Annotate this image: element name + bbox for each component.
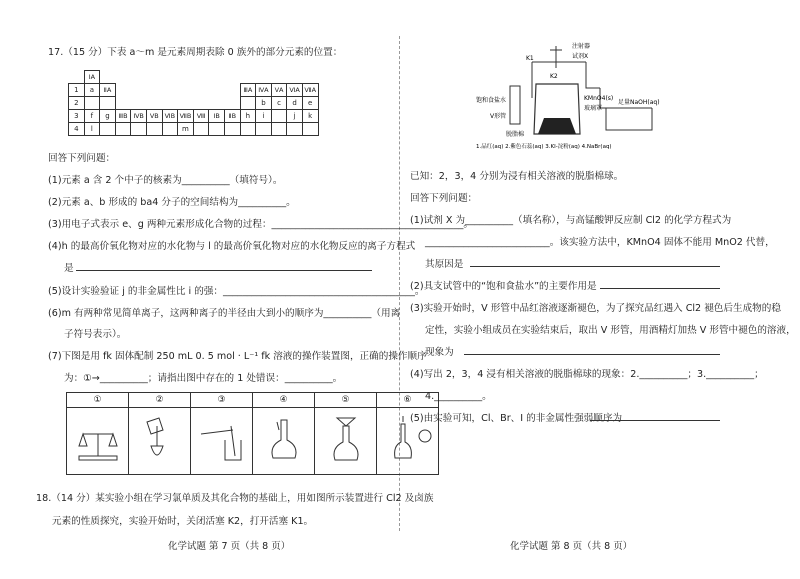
q18-5: (5)由实验可知，Cl、Br、I 的非金属性强弱顺序为	[410, 413, 623, 424]
q18-4b: 4.__________。	[425, 391, 492, 402]
answer-prompt: 回答下列问题：	[410, 193, 478, 204]
apparatus-label: 饱和食盐水	[476, 97, 507, 104]
known-text: 已知：2，3，4 分别为浸有相关溶液的脱脂棉球。	[410, 171, 624, 182]
q18-a: 18.（14 分）某实验小组在学习氯单质及其化合物的基础上，用如图所示装置进行 Cl2 及卤族	[36, 493, 434, 504]
q18-3c: 现象为	[425, 347, 454, 358]
apparatus-label: 玻璃罩	[584, 105, 603, 112]
table-row: 1 a ⅡA ⅢA ⅣA ⅤA ⅥA ⅦA	[69, 84, 319, 97]
q18-1c: 其原因是	[425, 259, 464, 270]
page-footer: 化学试题 第 8 页（共 8 页）	[510, 541, 633, 552]
q17-3: (3)用电子式表示 e、g 两种元素形成化合物的过程：________________________________________。	[48, 219, 474, 230]
q17-2: (2)元素 a、b 形成的 ba4 分子的空间结构为__________。	[48, 197, 296, 208]
table-row: 4 l m	[69, 123, 319, 136]
apparatus-label: K1	[526, 55, 534, 62]
table-row: 3 f g ⅢB ⅣB ⅤB ⅥB ⅦB Ⅷ ⅠB ⅡB h i j k	[69, 110, 319, 123]
apparatus-label: KMnO4(s)	[584, 95, 614, 102]
rod-beaker-icon	[191, 408, 253, 475]
q18-1b: __________________________。该实验方法中，KMnO4 固体不能用 MnO2 代替，	[425, 237, 775, 248]
q17-6a: (6)m 有两种常见简单离子，这两种离子的半径由大到小的顺序为__________（用离	[48, 308, 401, 319]
step-label: ⑤	[315, 393, 377, 408]
step-label: ④	[253, 393, 315, 408]
q17-5: (5)设计实验验证 j 的非金属性比 i 的强：________________________________________。	[48, 286, 425, 297]
answer-line	[464, 354, 720, 355]
flask-funnel-icon	[315, 408, 377, 475]
q18-b: 元素的性质探究，实验开始时，关闭活塞 K2，打开活塞 K1。	[52, 516, 314, 527]
q17-1: (1)元素 a 含 2 个中子的核素为__________（填符号）。	[48, 175, 283, 186]
answer-line	[76, 270, 372, 271]
apparatus-label: 注射器	[572, 43, 591, 50]
q17-7a: (7)下图是用 fk 固体配制 250 mL 0. 5 mol · L⁻¹ fk 溶液的操作装置图，正确的操作顺序	[48, 351, 427, 362]
step-label: ②	[129, 393, 191, 408]
q18-1a: (1)试剂 X 为__________（填名称），与高锰酸钾反应制 Cl2 的化学方程式为	[410, 215, 732, 226]
step-label: ③	[191, 393, 253, 408]
q17-4a: (4)h 的最高价氧化物对应的水化物与 l 的最高价氧化物对应的水化物反应的离子方程式	[48, 241, 416, 252]
q17-7b: 为：①→__________；请指出图中存在的 1 处错误：__________。	[64, 373, 343, 384]
answer-line	[470, 266, 720, 267]
table-row: ⅠA	[69, 71, 319, 84]
operation-steps-figure	[66, 392, 439, 475]
volumetric-flask-icon	[253, 408, 315, 475]
q18-3b: 定性，实验小组成员在实验结束后，取出 V 形管，用酒精灯加热 V 形管中褪色的溶液，	[425, 325, 796, 336]
answer-line	[590, 420, 720, 421]
q18-3a: (3)实验开始时，V 形管中品红溶液逐渐褪色，为了探究品红遇入 Cl2 褪色后生成物的稳	[410, 303, 781, 314]
apparatus-label: 试剂X	[572, 53, 589, 60]
beaker-pour-icon	[129, 408, 191, 475]
apparatus-legend: 1.品红(aq) 2.紫色石蕊(aq) 3.KI-淀粉(aq) 4.NaBr(aq)	[476, 144, 612, 150]
page-footer: 化学试题 第 7 页（共 8 页）	[168, 541, 291, 552]
step-label: ①	[67, 393, 129, 408]
apparatus-label: 足量NaOH(aq)	[618, 99, 660, 106]
table-row: 2 b c d e	[69, 97, 319, 110]
apparatus-label: V形管	[490, 113, 507, 120]
q17-4b: 是	[64, 263, 74, 274]
apparatus-label: K2	[550, 73, 558, 80]
step-label: ⑥	[377, 393, 439, 408]
answer-line	[600, 288, 720, 289]
q18-4a: (4)写出 2，3，4 浸有相关溶液的脱脂棉球的现象：2.__________；3.__________；	[410, 369, 764, 380]
apparatus-diagram	[476, 38, 666, 150]
q17-6b: 子符号表示）。	[64, 329, 127, 340]
apparatus-label: 脱脂棉	[506, 131, 525, 138]
q17-intro: 17.（15 分）下表 a～m 是元素周期表除 0 族外的部分元素的位置：	[48, 47, 343, 58]
periodic-table	[68, 70, 319, 136]
q18-2: (2)具支试管中的“饱和食盐水”的主要作用是	[410, 281, 597, 292]
balance-icon	[67, 408, 129, 475]
answer-prompt: 回答下列问题：	[48, 153, 116, 164]
